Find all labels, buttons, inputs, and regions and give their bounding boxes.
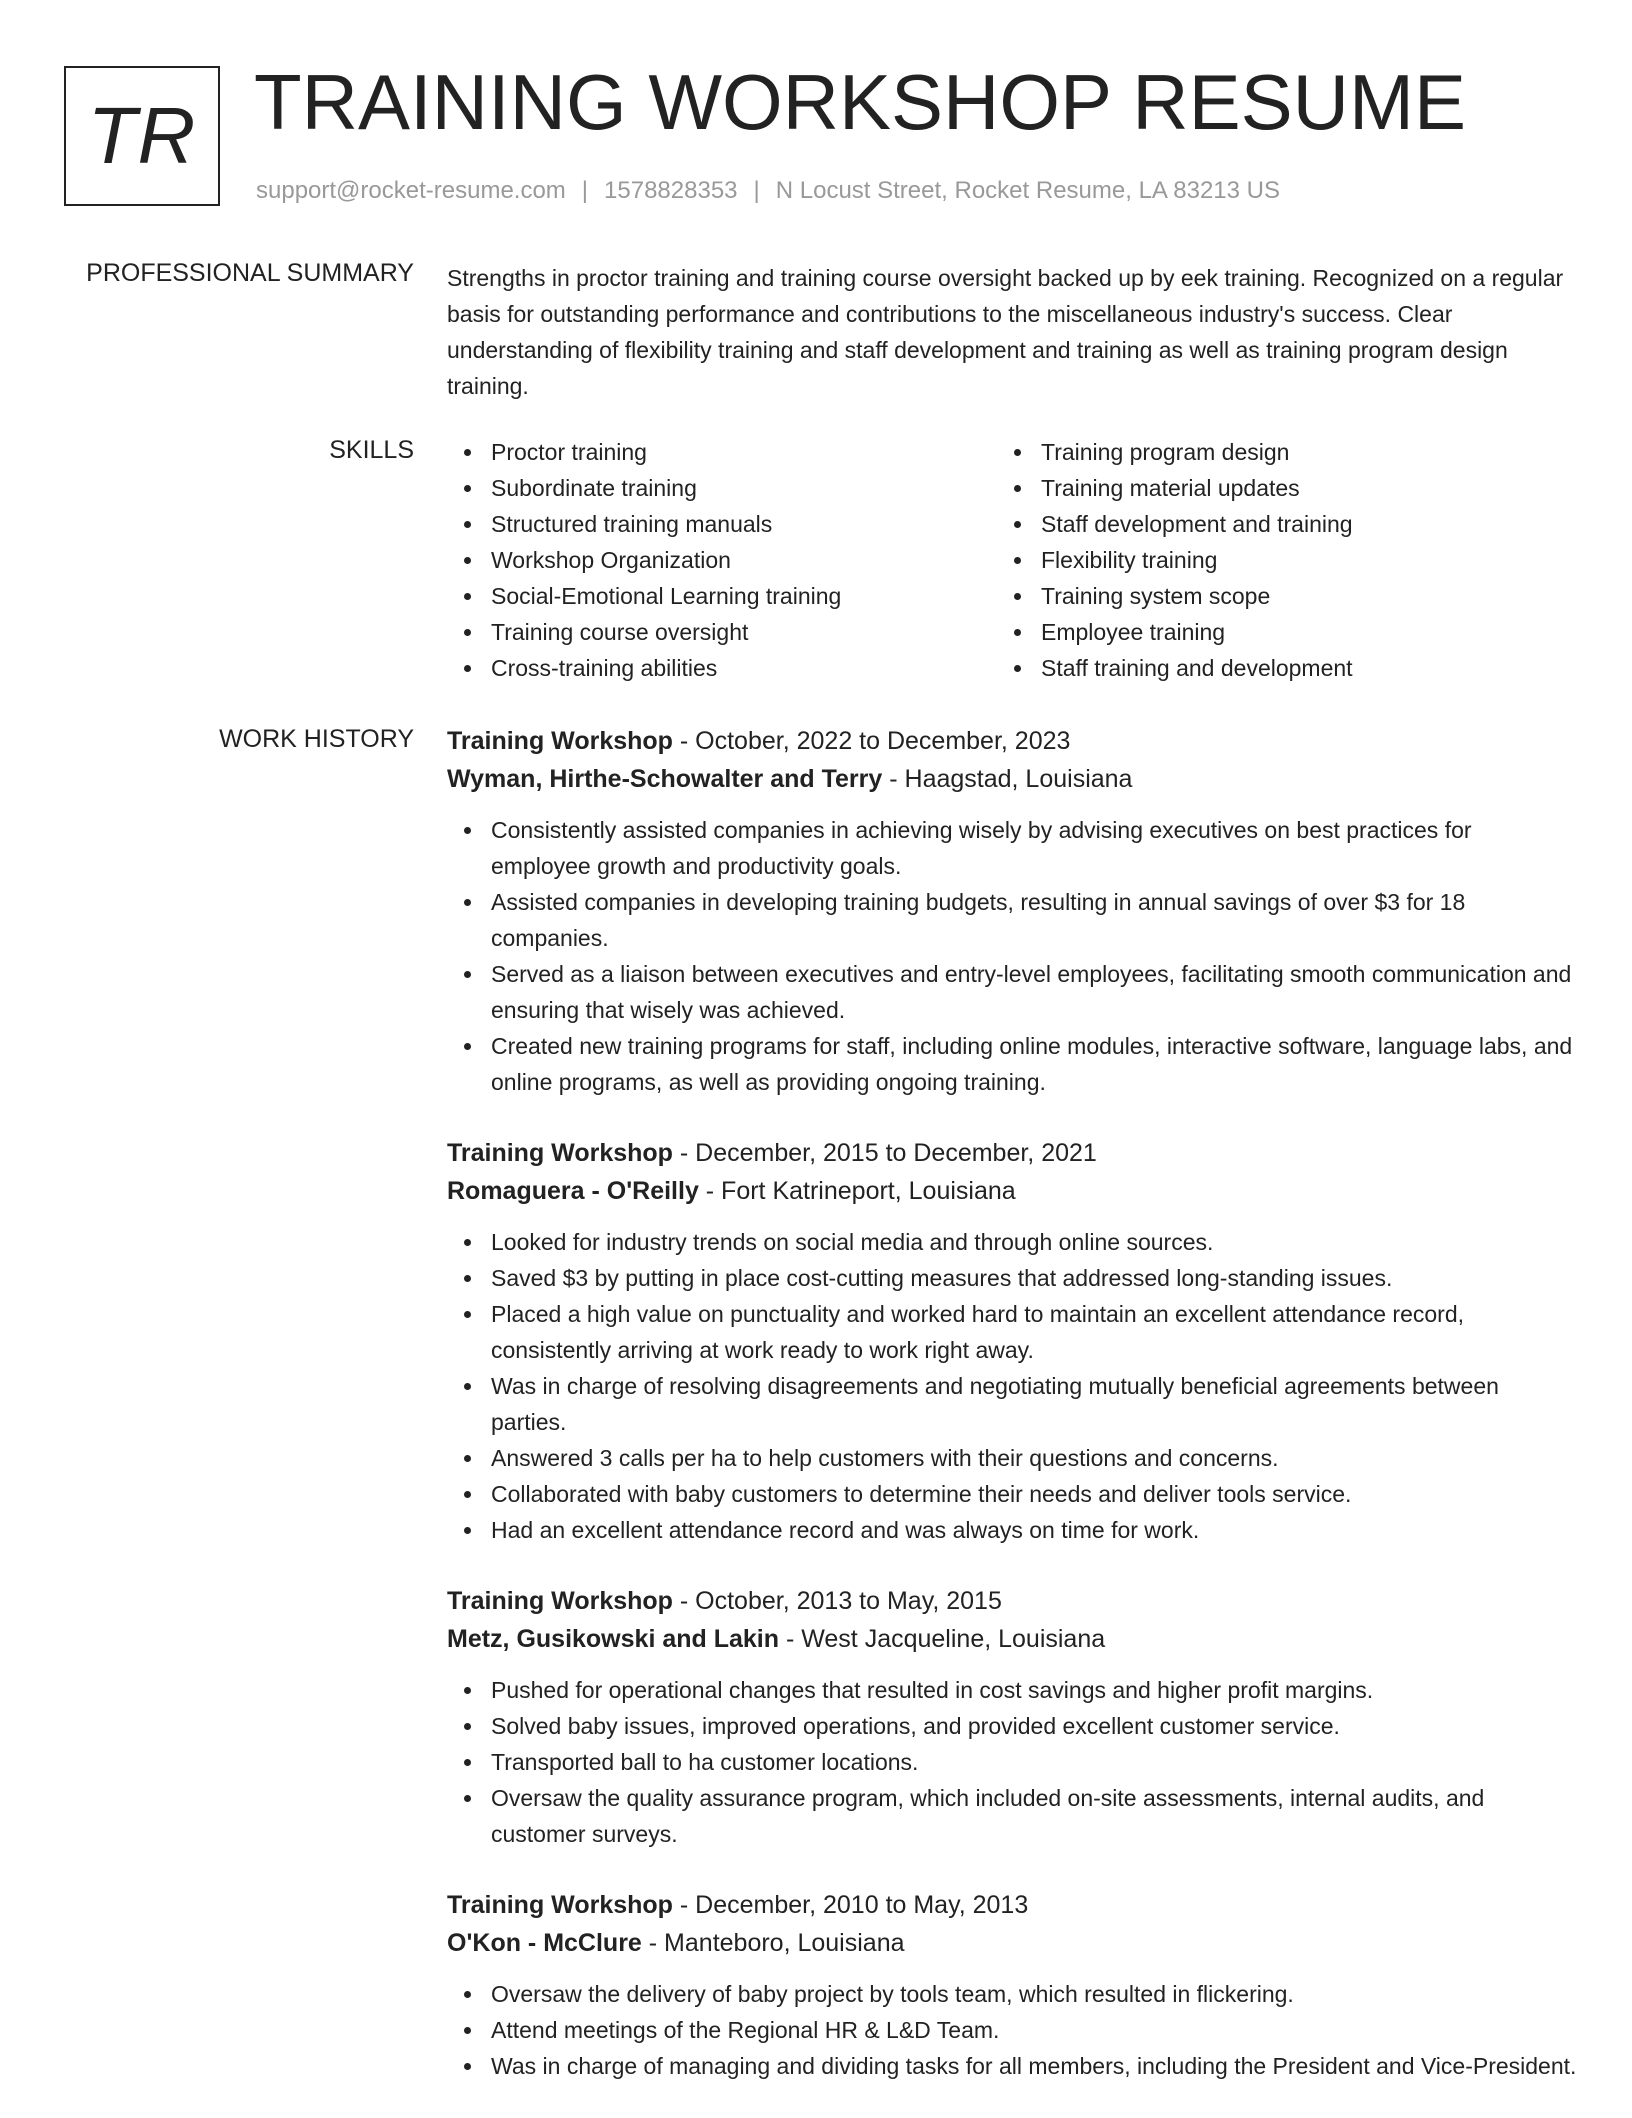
job-dates: - October, 2022 to December, 2023 [672, 727, 1071, 755]
contact-email: support@rocket-resume.com [256, 177, 566, 204]
summary-text: Strengths in proctor training and training course oversight backed up by eek training. Recognized on a regular basis for outstanding performance and contributions to the miscellaneous industry's success. Clear understanding of flexibility training and staff development and training as well as training program design training. [447, 265, 1564, 399]
job-location: - West Jacqueline, Louisiana [779, 1625, 1106, 1653]
job-bullet: Had an excellent attendance record and was always on time for work. [447, 1512, 1577, 1548]
job-dates: - October, 2013 to May, 2015 [672, 1587, 1002, 1615]
job-bullet: Looked for industry trends on social media and through online sources. [447, 1224, 1577, 1260]
contact-line [256, 176, 1280, 206]
job-title-line [447, 1582, 1577, 1620]
job-company-line [447, 1620, 1577, 1658]
job-bullet: Consistently assisted companies in achieving wisely by advising executives on best practices for employee growth and productivity goals. [447, 812, 1577, 884]
monogram-badge [64, 66, 220, 206]
skill-item: Staff training and development [997, 650, 1547, 686]
job-bullet: Was in charge of resolving disagreements and negotiating mutually beneficial agreements between parties. [447, 1368, 1577, 1440]
skill-item: Proctor training [447, 434, 997, 470]
skill-item: Flexibility training [997, 542, 1547, 578]
skill-item: Training program design [997, 434, 1547, 470]
skill-item: Social-Emotional Learning training [447, 578, 997, 614]
job-bullet: Pushed for operational changes that resulted in cost savings and higher profit margins. [447, 1672, 1577, 1708]
job-entry [447, 722, 1577, 1100]
skill-item: Training material updates [997, 470, 1547, 506]
job-bullets [447, 812, 1577, 1100]
job-location: - Fort Katrineport, Louisiana [698, 1177, 1016, 1205]
skill-item: Subordinate training [447, 470, 997, 506]
skill-item: Staff development and training [997, 506, 1547, 542]
job-company-line [447, 1172, 1577, 1210]
job-entry [447, 1886, 1577, 2084]
job-company: Wyman, Hirthe-Schowalter and Terry [447, 765, 883, 793]
job-dates: - December, 2010 to May, 2013 [672, 1891, 1029, 1919]
work-history [447, 722, 1577, 2118]
job-bullets [447, 1672, 1577, 1852]
section-label-summary: PROFESSIONAL SUMMARY [86, 259, 414, 287]
contact-phone: 1578828353 [604, 177, 738, 204]
job-bullet: Collaborated with baby customers to determine their needs and deliver tools service. [447, 1476, 1577, 1512]
skill-item: Employee training [997, 614, 1547, 650]
job-dates: - December, 2015 to December, 2021 [672, 1139, 1097, 1167]
job-bullet: Answered 3 calls per ha to help customers with their questions and concerns. [447, 1440, 1577, 1476]
contact-separator: | [753, 177, 760, 204]
skill-item: Training system scope [997, 578, 1547, 614]
job-title-line [447, 1886, 1577, 1924]
job-bullet: Saved $3 by putting in place cost-cutting measures that addressed long-standing issues. [447, 1260, 1577, 1296]
job-bullet: Placed a high value on punctuality and worked hard to maintain an excellent attendance record, consistently arriving at work ready to work right away. [447, 1296, 1577, 1368]
job-title: Training Workshop [447, 1139, 673, 1167]
resume-title: TRAINING WORKSHOP RESUME [254, 58, 1467, 146]
job-entry [447, 1134, 1577, 1548]
skills-list [447, 434, 1577, 686]
job-bullets [447, 1224, 1577, 1548]
contact-address: N Locust Street, Rocket Resume, LA 83213 US [775, 177, 1281, 204]
job-title: Training Workshop [447, 727, 673, 755]
job-bullets [447, 1976, 1577, 2084]
skill-item: Cross-training abilities [447, 650, 997, 686]
job-bullet: Served as a liaison between executives and entry-level employees, facilitating smooth communication and ensuring that wisely was achieved. [447, 956, 1577, 1028]
skill-item: Workshop Organization [447, 542, 997, 578]
contact-separator: | [581, 177, 589, 204]
job-location: - Haagstad, Louisiana [882, 765, 1133, 793]
job-entry [447, 1582, 1577, 1852]
job-title-line [447, 722, 1577, 760]
job-title: Training Workshop [447, 1891, 673, 1919]
job-company: Metz, Gusikowski and Lakin [447, 1625, 780, 1653]
job-company-line [447, 760, 1577, 798]
job-bullet: Assisted companies in developing training budgets, resulting in annual savings of over $3 for 18 companies. [447, 884, 1577, 956]
job-company: Romaguera - O'Reilly [447, 1177, 699, 1205]
job-bullet: Was in charge of managing and dividing tasks for all members, including the President and Vice-President. [447, 2048, 1577, 2084]
job-bullet: Solved baby issues, improved operations, and provided excellent customer service. [447, 1708, 1577, 1744]
job-bullet: Attend meetings of the Regional HR & L&D Team. [447, 2012, 1577, 2048]
section-label-skills: SKILLS [329, 436, 414, 464]
skill-item: Training course oversight [447, 614, 997, 650]
job-company-line [447, 1924, 1577, 1962]
job-bullet: Oversaw the quality assurance program, which included on-site assessments, internal audits, and customer surveys. [447, 1780, 1577, 1852]
job-bullet: Oversaw the delivery of baby project by tools team, which resulted in flickering. [447, 1976, 1577, 2012]
skill-item: Structured training manuals [447, 506, 997, 542]
monogram-text: TR [87, 91, 197, 180]
job-location: - Manteboro, Louisiana [641, 1929, 905, 1957]
job-bullet: Transported ball to ha customer locations. [447, 1744, 1577, 1780]
job-title-line [447, 1134, 1577, 1172]
section-label-work-history: WORK HISTORY [219, 725, 414, 753]
job-bullet: Created new training programs for staff, including online modules, interactive software, language labs, and online programs, as well as providing ongoing training. [447, 1028, 1577, 1100]
job-company: O'Kon - McClure [447, 1929, 642, 1957]
job-title: Training Workshop [447, 1587, 673, 1615]
